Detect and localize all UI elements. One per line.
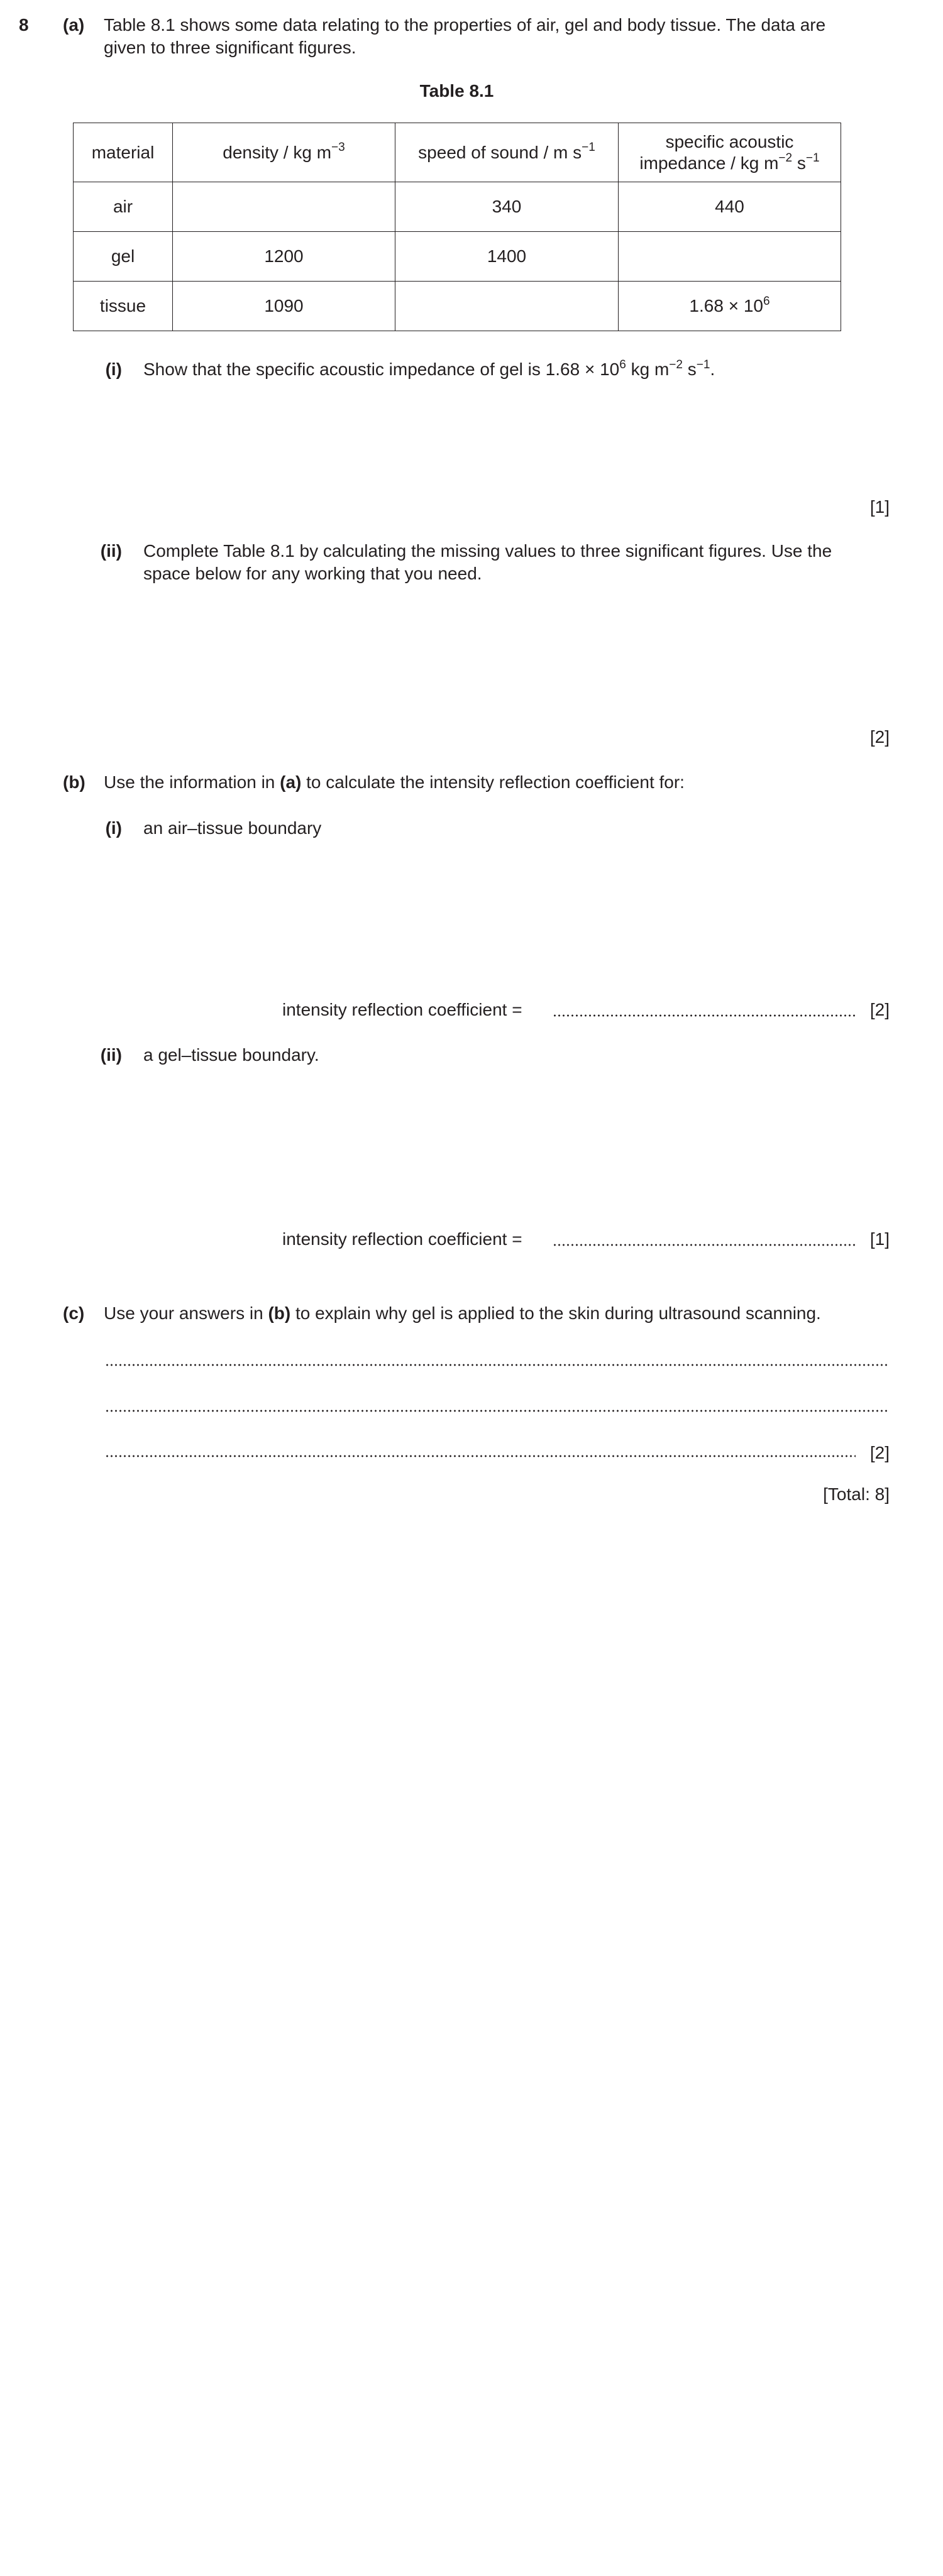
cell-material: air — [74, 182, 173, 232]
cell-density: 1200 — [173, 232, 395, 282]
part-a-ii-line2: space below for any working that you need. — [143, 564, 482, 583]
part-a-label: (a) — [63, 15, 85, 35]
part-b-i-marks: [2] — [869, 1000, 890, 1019]
table-header-row — [74, 123, 841, 182]
part-b-label: (b) — [63, 772, 85, 792]
part-c-text: Use your answers in (b) to explain why gel is applied to the skin during ultrasound scanning. — [104, 1303, 821, 1323]
part-a-intro-line2: given to three significant figures. — [104, 38, 356, 57]
header-speed: speed of sound / m $s^{-1}$ — [395, 123, 619, 182]
cell-speed: 340 — [395, 182, 619, 232]
total-marks: [Total: 8] — [823, 1484, 890, 1504]
table-row-air — [74, 182, 841, 232]
cell-speed: 1400 — [395, 232, 619, 282]
data-table — [73, 123, 841, 331]
part-b-ii-answer-line[interactable] — [553, 1244, 856, 1246]
part-b-ii-text: a gel–tissue boundary. — [143, 1045, 319, 1065]
header-impedance: specific acoustic impedance / kg $m^{-2}$ $s^{-1}$ — [619, 123, 841, 182]
cell-impedance: 440 — [619, 182, 841, 232]
cell-material: gel — [74, 232, 173, 282]
part-a-ii-line1: Complete Table 8.1 by calculating the missing values to three significant figures. Use the — [143, 541, 832, 561]
header-material: material — [74, 123, 173, 182]
part-b-ii-marks: [1] — [869, 1229, 890, 1249]
part-a-i-marks: [1] — [869, 497, 890, 517]
cell-density-input[interactable] — [173, 182, 395, 232]
part-a-ii-label: (ii) — [100, 541, 122, 561]
cell-impedance: $1.68 \times 10^6$ — [619, 282, 841, 331]
cell-material: tissue — [74, 282, 173, 331]
question-number: 8 — [19, 15, 29, 35]
part-b-ii-answer-label: intensity reflection coefficient = — [282, 1229, 522, 1249]
part-a-i-text: Show that the specific acoustic impedance of gel is $1.68 \times 10^6$ kg $m^{-2}$ $s^{-1}$. — [143, 358, 715, 379]
part-b-i-text: an air–tissue boundary — [143, 818, 322, 838]
part-b-i-answer-line[interactable] — [553, 1014, 856, 1017]
cell-impedance-input[interactable] — [619, 232, 841, 282]
table-row-tissue — [74, 282, 841, 331]
part-b-i-label: (i) — [105, 818, 122, 838]
part-c-answer-line-2[interactable] — [105, 1410, 890, 1412]
part-a-i-label: (i) — [105, 359, 122, 379]
cell-density: 1090 — [173, 282, 395, 331]
table-caption: Table 8.1 — [419, 81, 494, 101]
part-c-label: (c) — [63, 1303, 85, 1323]
part-c-answer-line-1[interactable] — [105, 1364, 890, 1366]
table-row-gel — [74, 232, 841, 282]
part-b-intro: Use the information in (a) to calculate the intensity reflection coefficient for: — [104, 772, 685, 792]
part-c-marks: [2] — [869, 1443, 890, 1462]
cell-speed-input[interactable] — [395, 282, 619, 331]
part-a-intro-line1: Table 8.1 shows some data relating to the properties of air, gel and body tissue. The data are — [104, 15, 826, 35]
part-a-ii-marks: [2] — [869, 727, 890, 747]
part-b-ii-label: (ii) — [100, 1045, 122, 1065]
header-density: density / kg $m^{-3}$ — [173, 123, 395, 182]
part-b-i-answer-label: intensity reflection coefficient = — [282, 1000, 522, 1019]
part-c-answer-line-3[interactable] — [105, 1455, 856, 1457]
